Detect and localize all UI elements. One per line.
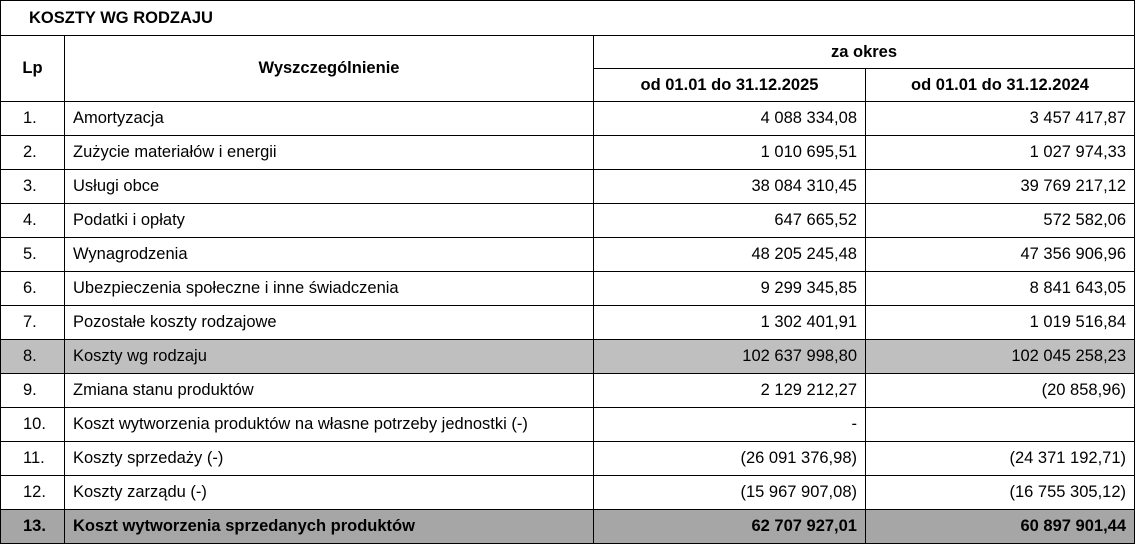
table-row [1, 306, 1135, 340]
row-value-2024: 8 841 643,05 [866, 272, 1135, 306]
table-title: KOSZTY WG RODZAJU [1, 1, 1135, 36]
row-lp: 13. [1, 510, 65, 544]
row-lp: 6. [1, 272, 65, 306]
row-value-2025: 4 088 334,08 [594, 102, 866, 136]
row-value-2024: 39 769 217,12 [866, 170, 1135, 204]
row-value-2025: 48 205 245,48 [594, 238, 866, 272]
row-label: Zużycie materiałów i energii [65, 136, 594, 170]
table-title-row [1, 1, 1135, 36]
table-row [1, 204, 1135, 238]
table-row [1, 374, 1135, 408]
row-value-2025: 647 665,52 [594, 204, 866, 238]
row-label: Wynagrodzenia [65, 238, 594, 272]
row-label: Koszty sprzedaży (-) [65, 442, 594, 476]
row-value-2025: 102 637 998,80 [594, 340, 866, 374]
subtotal-row [1, 340, 1135, 374]
row-value-2024: 1 019 516,84 [866, 306, 1135, 340]
row-value-2024: 60 897 901,44 [866, 510, 1135, 544]
row-label: Ubezpieczenia społeczne i inne świadczenia [65, 272, 594, 306]
table-row [1, 476, 1135, 510]
header-col-2025: od 01.01 do 31.12.2025 [594, 69, 866, 102]
row-value-2024: 3 457 417,87 [866, 102, 1135, 136]
header-period: za okres [594, 36, 1135, 69]
row-value-2025: - [594, 408, 866, 442]
row-label: Koszty wg rodzaju [65, 340, 594, 374]
row-label: Koszt wytworzenia sprzedanych produktów [65, 510, 594, 544]
row-label: Amortyzacja [65, 102, 594, 136]
table-row [1, 238, 1135, 272]
row-value-2025: 2 129 212,27 [594, 374, 866, 408]
header-col-2024: od 01.01 do 31.12.2024 [866, 69, 1135, 102]
table-row [1, 442, 1135, 476]
row-value-2025: (26 091 376,98) [594, 442, 866, 476]
row-value-2025: 38 084 310,45 [594, 170, 866, 204]
table-row [1, 136, 1135, 170]
table-row [1, 170, 1135, 204]
row-value-2024: (16 755 305,12) [866, 476, 1135, 510]
row-lp: 10. [1, 408, 65, 442]
row-value-2024: 1 027 974,33 [866, 136, 1135, 170]
table-row [1, 408, 1135, 442]
row-value-2025: 9 299 345,85 [594, 272, 866, 306]
row-label: Usługi obce [65, 170, 594, 204]
row-label: Pozostałe koszty rodzajowe [65, 306, 594, 340]
table-row [1, 272, 1135, 306]
row-value-2024: 102 045 258,23 [866, 340, 1135, 374]
row-value-2024 [866, 408, 1135, 442]
row-value-2024: 572 582,06 [866, 204, 1135, 238]
row-label: Podatki i opłaty [65, 204, 594, 238]
row-value-2025: 62 707 927,01 [594, 510, 866, 544]
row-value-2025: 1 302 401,91 [594, 306, 866, 340]
header-row-1 [1, 36, 1135, 69]
row-value-2024: 47 356 906,96 [866, 238, 1135, 272]
row-lp: 11. [1, 442, 65, 476]
row-lp: 1. [1, 102, 65, 136]
row-value-2024: (20 858,96) [866, 374, 1135, 408]
row-label: Koszt wytworzenia produktów na własne potrzeby jednostki (-) [65, 408, 594, 442]
row-lp: 9. [1, 374, 65, 408]
header-lp: Lp [1, 36, 65, 102]
row-lp: 5. [1, 238, 65, 272]
total-row [1, 510, 1135, 544]
row-lp: 8. [1, 340, 65, 374]
row-lp: 12. [1, 476, 65, 510]
row-value-2025: 1 010 695,51 [594, 136, 866, 170]
row-value-2025: (15 967 907,08) [594, 476, 866, 510]
row-lp: 3. [1, 170, 65, 204]
header-description: Wyszczególnienie [65, 36, 594, 102]
row-label: Zmiana stanu produktów [65, 374, 594, 408]
row-value-2024: (24 371 192,71) [866, 442, 1135, 476]
row-lp: 7. [1, 306, 65, 340]
row-lp: 4. [1, 204, 65, 238]
row-label: Koszty zarządu (-) [65, 476, 594, 510]
table-row [1, 102, 1135, 136]
row-lp: 2. [1, 136, 65, 170]
